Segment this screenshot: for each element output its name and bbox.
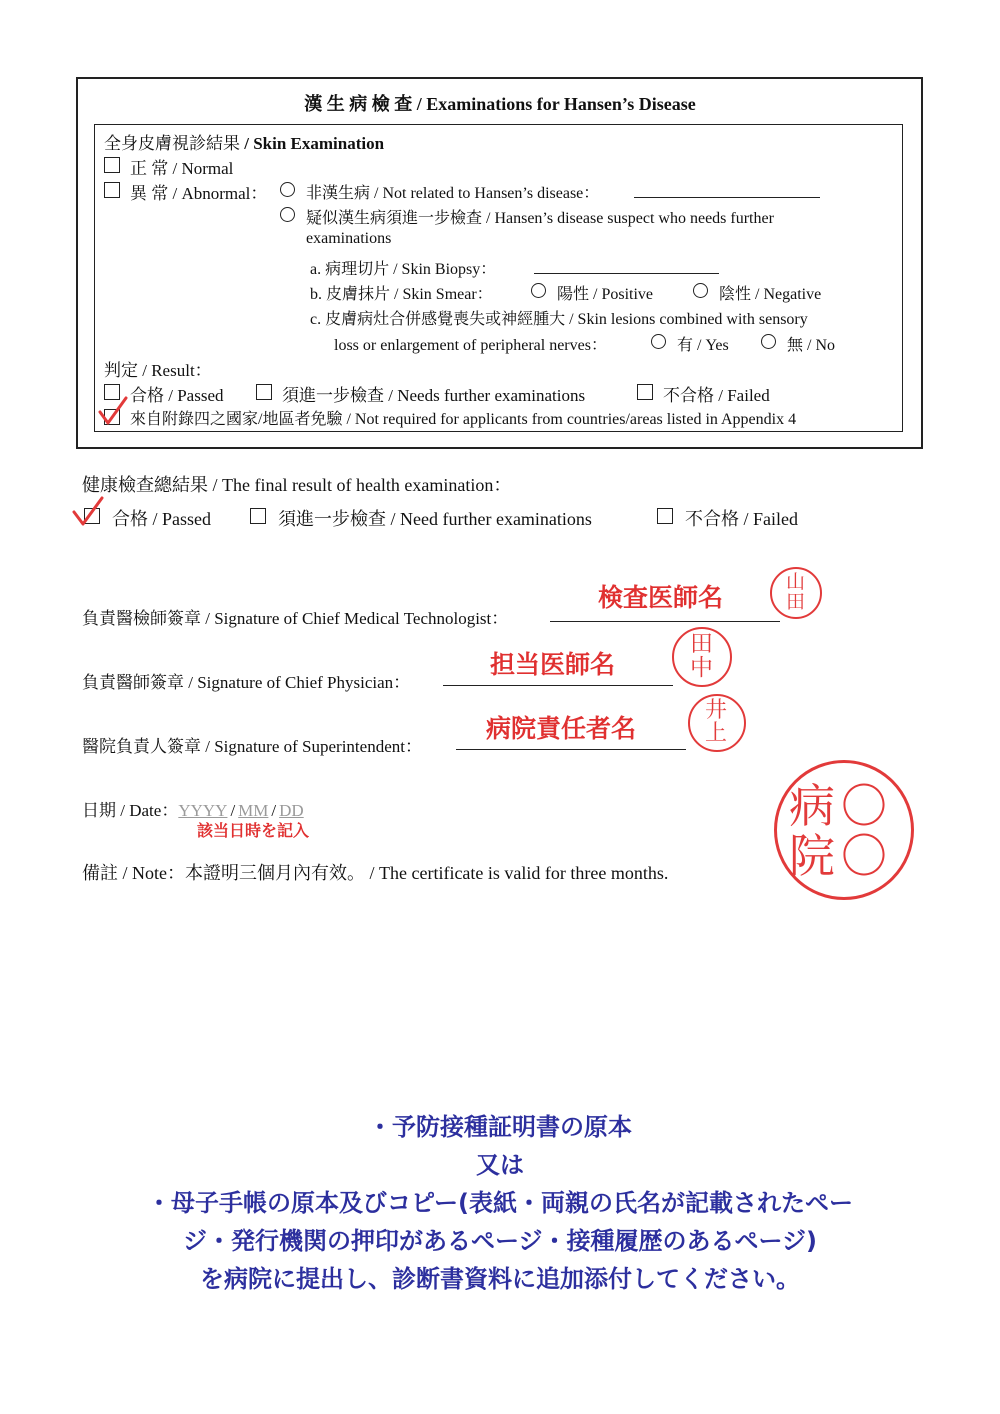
- lesions-label: c. 皮膚病灶合併感覺喪失或神經腫大 / Skin lesions combined with sensory: [310, 311, 808, 328]
- result-failed-label: 不合格 / Failed: [663, 386, 770, 405]
- date-sep-1: /: [230, 801, 236, 820]
- final-passed-label: 合格 / Passed: [112, 509, 211, 529]
- lesions-no-radio[interactable]: [761, 334, 776, 349]
- date-sep-2: /: [271, 801, 277, 820]
- result-label: 判定 / Result：: [104, 361, 212, 380]
- superintendent-seal-char-1: 井: [705, 698, 728, 723]
- abnormal-checkbox[interactable]: [104, 182, 120, 198]
- smear-label: b. 皮膚抹片 / Skin Smear：: [310, 286, 493, 303]
- final-further-checkbox[interactable]: [250, 508, 266, 524]
- technologist-signature-line[interactable]: [550, 621, 780, 622]
- suspect-label-line2: examinations: [306, 230, 392, 247]
- not-related-radio[interactable]: [280, 182, 295, 197]
- final-result-label: 健康檢查總結果 / The final result of health examination：: [82, 475, 512, 495]
- physician-signature-label: 負責醫師簽章 / Signature of Chief Physician：: [82, 673, 411, 692]
- physician-seal-char-1: 田: [690, 631, 713, 657]
- hospital-seal: [774, 760, 914, 900]
- instructions: [0, 1108, 1000, 1298]
- final-failed-label: 不合格 / Failed: [685, 509, 798, 529]
- smear-positive-label: 陽性 / Positive: [557, 286, 654, 303]
- lesions-yes-radio[interactable]: [651, 334, 666, 349]
- result-failed-checkbox[interactable]: [637, 384, 653, 400]
- suspect-label: 疑似漢生病須進一步檢查 / Hansen’s disease suspect who needs further: [306, 210, 774, 227]
- superintendent-name: 病院責任者名: [486, 714, 637, 743]
- normal-label: 正 常 / Normal: [130, 159, 234, 178]
- instruction-line-3: ・母子手帳の原本及びコピー(表紙・両親の氏名が記載されたペー: [146, 1189, 853, 1217]
- hansen-exam-title: 漢 生 病 檢 查 / Examinations for Hansen’s Disease: [304, 94, 696, 114]
- result-exempt-label: 來自附錄四之國家/地區者免驗 / Not required for applicants from countries/areas listed in Appendix 4: [130, 411, 797, 428]
- physician-seal: [672, 627, 732, 687]
- superintendent-signature-label: 醫院負責人簽章 / Signature of Superintendent：: [82, 737, 422, 756]
- date-label: 日期 / Date：: [82, 801, 179, 820]
- superintendent-seal: [688, 694, 746, 752]
- date-year[interactable]: YYYY: [178, 801, 228, 820]
- abnormal-label: 異 常 / Abnormal：: [130, 184, 268, 203]
- technologist-seal-char-1: 山: [786, 571, 806, 593]
- result-further-checkbox[interactable]: [256, 384, 272, 400]
- physician-seal-char-2: 中: [690, 655, 713, 681]
- result-passed-label: 合格 / Passed: [130, 386, 224, 405]
- superintendent-seal-char-2: 上: [705, 721, 728, 746]
- hospital-seal-char-1: 病: [789, 779, 835, 833]
- note-text: 備註 / Note：本證明三個月內有效。 / The certificate is valid for three months.: [82, 863, 669, 883]
- hospital-seal-char-4: 〇: [841, 829, 887, 883]
- final-failed-checkbox[interactable]: [657, 508, 673, 524]
- normal-checkbox[interactable]: [104, 157, 120, 173]
- skin-exam-heading-zh: 全身皮膚視診結果: [104, 134, 240, 153]
- hospital-seal-char-2: 院: [789, 829, 835, 883]
- biopsy-label: a. 病理切片 / Skin Biopsy：: [310, 261, 497, 278]
- smear-negative-radio[interactable]: [693, 283, 708, 298]
- instruction-line-2: 又は: [476, 1151, 524, 1179]
- physician-signature-line[interactable]: [443, 685, 673, 686]
- smear-negative-label: 陰性 / Negative: [719, 286, 822, 303]
- smear-positive-radio[interactable]: [531, 283, 546, 298]
- date-hint: 該当日時を記入: [197, 821, 310, 840]
- lesions-label-line2: loss or enlargement of peripheral nerves：: [334, 337, 607, 354]
- technologist-seal: [770, 567, 822, 619]
- lesions-no-label: 無 / No: [787, 337, 836, 354]
- hospital-seal-char-3: 〇: [841, 779, 887, 833]
- superintendent-signature-line[interactable]: [456, 749, 686, 750]
- final-further-label: 須進一步檢查 / Need further examinations: [278, 509, 592, 529]
- technologist-signature-label: 負責醫檢師簽章 / Signature of Chief Medical Technologist：: [82, 609, 509, 628]
- instruction-line-1: ・予防接種証明書の原本: [368, 1113, 632, 1141]
- not-related-label: 非漢生病 / Not related to Hansen’s disease：: [306, 185, 600, 202]
- result-further-label: 須進一步檢查 / Needs further examinations: [282, 386, 586, 405]
- instruction-line-4: ジ・発行機関の押印があるページ・接種履歴のあるページ): [182, 1227, 817, 1255]
- instruction-line-5: を病院に提出し、診断書資料に追加添付してください。: [200, 1265, 800, 1293]
- skin-exam-heading: [104, 129, 384, 154]
- exempt-checkmark-icon: [96, 394, 130, 428]
- date-month[interactable]: MM: [238, 801, 269, 820]
- biopsy-input-line[interactable]: [534, 273, 719, 274]
- not-related-input-line[interactable]: [634, 197, 820, 198]
- skin-exam-heading-en: / Skin Examination: [240, 134, 385, 153]
- date-day[interactable]: DD: [279, 801, 304, 820]
- technologist-name: 検査医師名: [598, 583, 724, 612]
- physician-name: 担当医師名: [490, 650, 616, 679]
- suspect-radio[interactable]: [280, 207, 295, 222]
- lesions-yes-label: 有 / Yes: [677, 337, 729, 354]
- final-checkmark-icon: [70, 494, 106, 530]
- technologist-seal-char-2: 田: [786, 591, 806, 613]
